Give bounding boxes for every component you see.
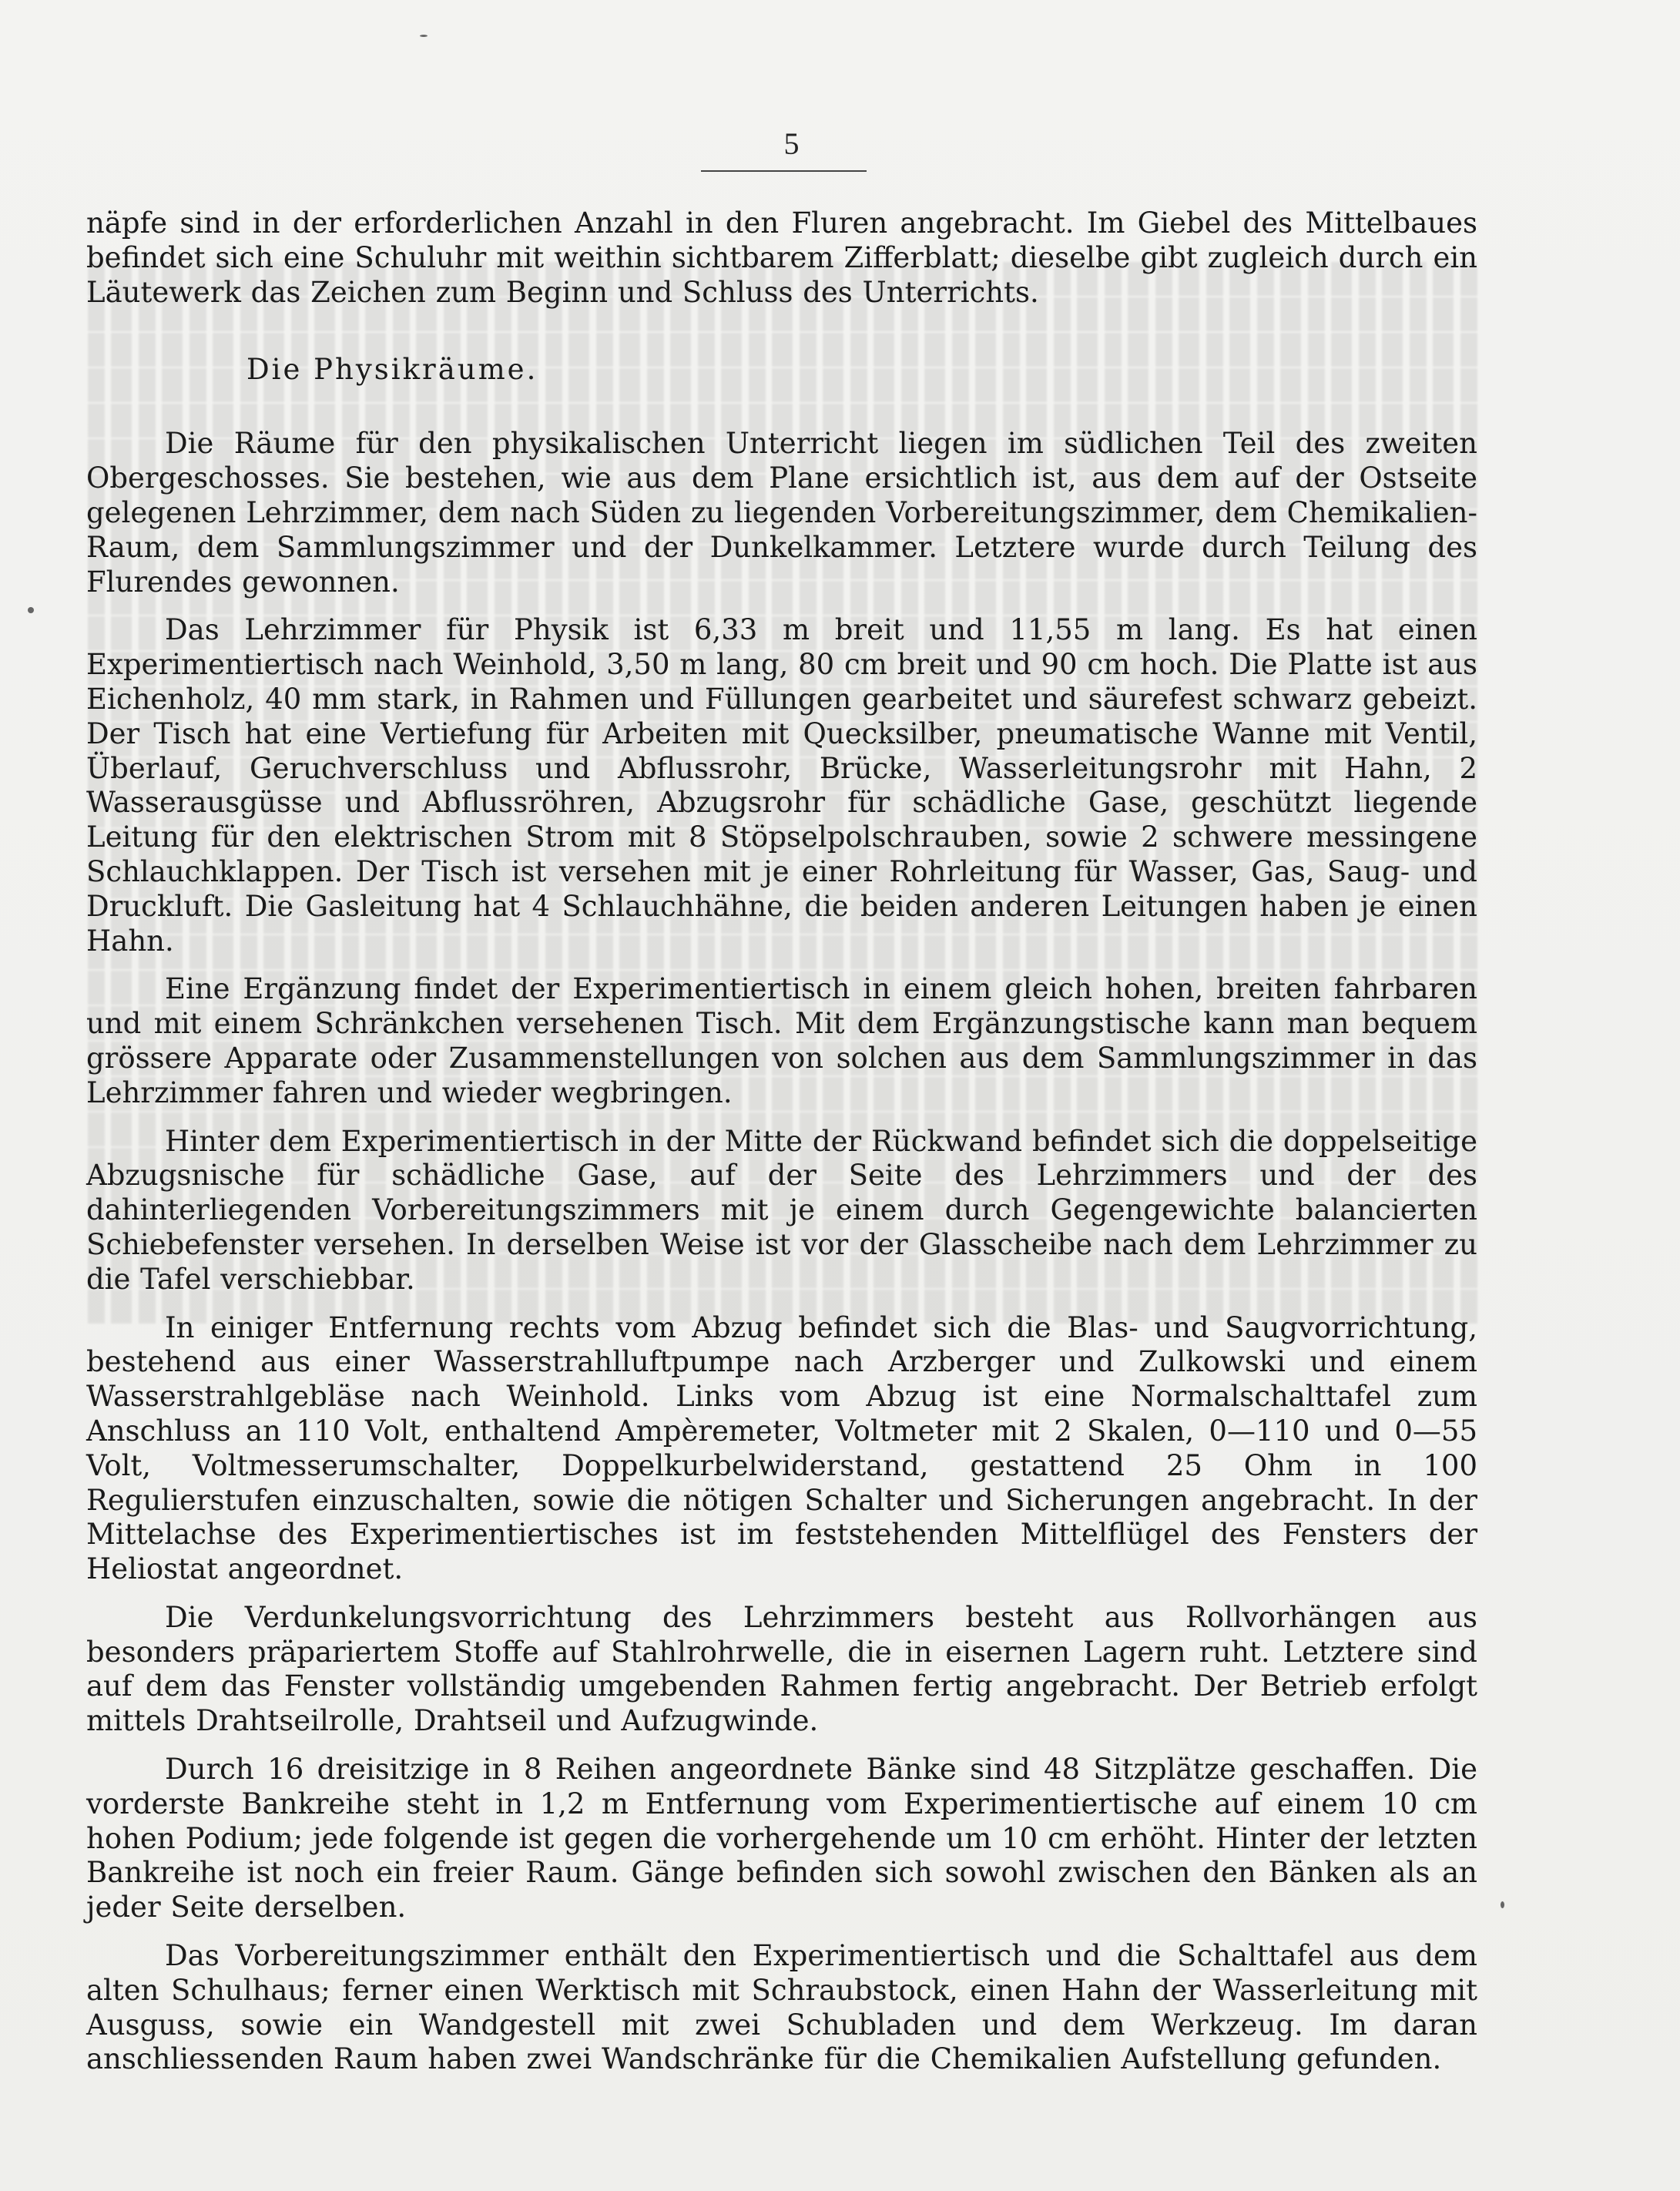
page-number: 5 bbox=[783, 126, 800, 161]
paragraph: Eine Ergänzung findet der Experimentiertisch in einem gleich hohen, breiten fahrbaren und mit einem Schränkchen versehenen Tisch. Mit dem Ergänzungstische kann man bequem grössere Apparate oder Zusammenstellungen von solchen aus dem Sammlungszimmer in das Lehrzimmer fahren und wieder wegbringen. bbox=[86, 972, 1477, 1109]
opening-paragraph: näpfe sind in der erforderlichen Anzahl in den Fluren angebracht. Im Giebel des Mittelbaues befindet sich eine Schuluhr mit weithin sichtbarem Zifferblatt; dieselbe gibt zugleich durch ein Läutewerk das Zeichen zum Beginn und Schluss des Unterrichts. bbox=[86, 206, 1477, 309]
paper-speck bbox=[28, 607, 34, 613]
paper-speck bbox=[420, 35, 428, 37]
paragraph: Das Vorbereitungszimmer enthält den Experimentiertisch und die Schalttafel aus dem alten Schulhaus; ferner einen Werktisch mit Schraubstock, einen Hahn der Wasserleitung mit Ausguss, sowie ein Wandgestell mit zwei Schubladen und dem Werkzeug. Im daran anschliessenden Raum haben zwei Wandschränke für die Chemikalien Aufstellung gefunden. bbox=[86, 1939, 1477, 2076]
paragraph: Die Räume für den physikalischen Unterricht liegen im südlichen Teil des zweiten Obergeschosses. Sie bestehen, wie aus dem Plane ersichtlich ist, aus dem auf der Ostseite gelegenen Lehrzimmer, dem nach Süden zu liegenden Vorbereitungszimmer, dem Chemikalien-Raum, dem Sammlungszimmer und der Dunkelkammer. Letztere wurde durch Teilung des Flurendes gewonnen. bbox=[86, 427, 1477, 599]
page-number-rule bbox=[701, 170, 867, 172]
paragraph: Durch 16 dreisitzige in 8 Reihen angeordnete Bänke sind 48 Sitzplätze geschaffen. Die vorderste Bankreihe steht in 1,2 m Entfernung vom Experimentiertische auf einem 10 cm hohen Podium; jede folgende ist gegen die vorhergehende um 10 cm erhöht. Hinter der letzten Bankreihe ist noch ein freier Raum. Gänge befinden sich sowohl zwischen den Bänken als an jeder Seite derselben. bbox=[86, 1753, 1477, 1924]
body-text bbox=[86, 206, 1477, 2077]
paragraph: Die Verdunkelungsvorrichtung des Lehrzimmers besteht aus Rollvorhängen aus besonders präpariertem Stoffe auf Stahlrohrwelle, die in eisernen Lagern ruht. Letztere sind auf dem das Fenster vollständig umgebenden Rahmen fertig angebracht. Der Betrieb erfolgt mittels Drahtseilrolle, Drahtseil und Aufzugwinde. bbox=[86, 1600, 1477, 1738]
section-heading: Die Physikräume. bbox=[246, 353, 538, 387]
paragraph: Das Lehrzimmer für Physik ist 6,33 m breit und 11,55 m lang. Es hat einen Experimentiertisch nach Weinhold, 3,50 m lang, 80 cm breit und 90 cm hoch. Die Platte ist aus Eichenholz, 40 mm stark, in Rahmen und Füllungen gearbeitet und säurefest schwarz gebeizt. Der Tisch hat eine Vertiefung für Arbeiten mit Quecksilber, pneumatische Wanne mit Ventil, Überlauf, Geruchverschluss und Abflussrohr, Brücke, Wasserleitungsrohr mit Hahn, 2 Wasserausgüsse und Abflussröhren, Abzugsrohr für schädliche Gase, geschützt liegende Leitung für den elektrischen Strom mit 8 Stöpselpolschrauben, sowie 2 schwere messingene Schlauchklappen. Der Tisch ist versehen mit je einer Rohrleitung für Wasser, Gas, Saug- und Druckluft. Die Gasleitung hat 4 Schlauchhähne, die beiden anderen Leitungen haben je einen Hahn. bbox=[86, 613, 1477, 958]
paragraph: Hinter dem Experimentiertisch in der Mitte der Rückwand befindet sich die doppelseitige Abzugsnische für schädliche Gase, auf der Seite des Lehrzimmers und der des dahinterliegenden Vorbereitungszimmers mit je einem durch Gegengewichte balancierten Schiebefenster versehen. In derselben Weise ist vor der Glasscheibe nach dem Lehrzimmer zu die Tafel verschiebbar. bbox=[86, 1124, 1477, 1296]
paragraph: In einiger Entfernung rechts vom Abzug befindet sich die Blas- und Saugvorrichtung, bestehend aus einer Wasserstrahlluftpumpe nach Arzberger und Zulkowski und einem Wasserstrahlgebläse nach Weinhold. Links vom Abzug ist eine Normalschalttafel zum Anschluss an 110 Volt, enthaltend Ampèremeter, Voltmeter mit 2 Skalen, 0—110 und 0—55 Volt, Voltmesserumschalter, Doppelkurbelwiderstand, gestattend 25 Ohm in 100 Regulierstufen einzuschalten, sowie die nötigen Schalter und Sicherungen angebracht. In der Mittelachse des Experimentiertisches ist im feststehenden Mittelflügel des Fensters der Heliostat angeordnet. bbox=[86, 1310, 1477, 1586]
paper-speck bbox=[1501, 1901, 1504, 1908]
